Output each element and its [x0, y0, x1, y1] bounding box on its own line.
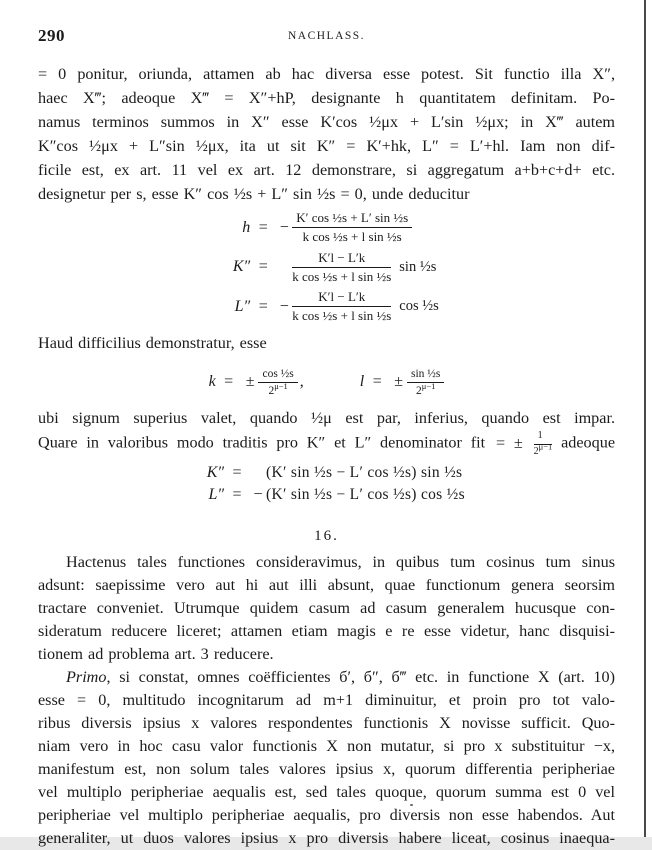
- paragraph-intro: [38, 62, 615, 206]
- fraction: [258, 367, 297, 399]
- plus-minus-sign: ±: [245, 373, 255, 391]
- equation-K2-final: [188, 464, 465, 482]
- equation-block-2: [38, 367, 615, 399]
- equation-K2: [214, 250, 439, 286]
- text-line: manifestum est, non solum tales valores ipsius x, quorum differentia peripheriae: [38, 760, 615, 779]
- haud-line: Haud difficilius demonstratur, esse: [38, 333, 267, 352]
- equation-trailer: sin ½s: [399, 258, 437, 275]
- denominator: k cos ½s + l sin ½s: [292, 308, 392, 324]
- text-line: esse = 0, multitudo incognitarum ad m+1 diminuitur, et proin pro tot valo-: [38, 691, 615, 710]
- text-segment: adeoque: [561, 433, 616, 452]
- equals-sign: =: [232, 464, 242, 482]
- fraction: [292, 250, 391, 286]
- paragraph-hactenus: [38, 551, 615, 666]
- running-head: NACHLASS.: [287, 30, 366, 42]
- page-header: [38, 26, 615, 44]
- equation-L2-final: [188, 486, 465, 504]
- plus-minus-sign: ±: [394, 373, 404, 391]
- text-line: designetur per s, esse K″ cos ½s + L″ sin ½s = 0, unde deducitur: [38, 185, 470, 203]
- text-line: tionem ad problema art. 3 reducere.: [38, 645, 274, 664]
- equation-lhs: L″: [234, 297, 251, 315]
- exponent: μ−1: [421, 381, 436, 392]
- exponent: μ−1: [538, 441, 553, 452]
- text-line: sideratum reducere liceret; attamen etiam magis e re esse videtur, hanc disquisi-: [38, 622, 615, 641]
- minus-sign: −: [279, 297, 289, 315]
- text-line: = 0 ponitur, oriunda, attamen ab hac diversa esse potest. Sit functio illa X″,: [38, 65, 615, 83]
- numerator: sin ½s: [407, 367, 444, 383]
- numerator: K′l − L′k: [292, 250, 391, 268]
- text-line: ficile est, ex art. 11 vel ex art. 12 demonstrare, si aggregatum a+b+c+d+ etc.: [38, 161, 615, 179]
- denominator: [533, 441, 553, 459]
- text-line: haec X‴; adeoque X‴ = X″+hP, designante h quantitatem definitam. Po-: [38, 89, 615, 107]
- text-line: namus terminos summos in X″ esse K′cos ½μx + L′sin ½μx; in X‴ autem: [38, 113, 615, 131]
- equals-sign: =: [258, 218, 268, 236]
- equation-lhs: K″: [232, 258, 251, 276]
- fraction: [292, 289, 391, 325]
- scan-edge-artifact: [644, 0, 646, 837]
- numerator: 1: [534, 430, 553, 445]
- denominator-base: 2: [533, 445, 539, 457]
- equals-sign: =: [232, 486, 242, 504]
- text-line: ribus diversis ipsius x valores respondentes functionis X novisse sufficit. Quo-: [38, 714, 615, 733]
- fraction: [407, 367, 444, 399]
- denominator: [258, 383, 297, 398]
- equals-sign: =: [258, 258, 268, 276]
- text-line: K″cos ½μx + L″sin ½μx, ita ut sit K″ = K′+hk, L″ = L′+hl. Iam non dif-: [38, 137, 615, 155]
- equation-trailer: cos ½s: [399, 298, 439, 315]
- text-line: niam vero in hoc casu valor functionis X non mutatur, si pro x substituitur −x,: [38, 737, 615, 756]
- text-line: adsunt: saepissime vero aut hi aut illi absunt, quae functionum genera seorsim: [38, 576, 615, 595]
- equation-block-3: [188, 464, 465, 504]
- equation-body: (K′ sin ½s − L′ cos ½s) cos ½s: [266, 486, 465, 504]
- text-segment: Quare in valoribus modo traditis pro K″ et L″ denominator fit: [38, 433, 486, 452]
- equation-lhs: h: [242, 218, 251, 236]
- minus-sign: −: [253, 486, 263, 504]
- text-line: [38, 430, 615, 458]
- text-line: ubi signum superius valet, quando ½μ est par, inferius, quando est impar.: [38, 409, 615, 428]
- numerator: K′l − L′k: [292, 289, 391, 307]
- equation-lhs: l: [359, 373, 365, 391]
- denominator: k cos ½s + l sin ½s: [302, 229, 402, 245]
- equals-plus-minus: = ±: [495, 433, 523, 452]
- equation-lhs: k: [208, 373, 216, 391]
- equals-sign: =: [372, 373, 382, 391]
- paragraph-signum: [38, 406, 615, 458]
- text-line: tractare conveniet. Utrumque quidem casum ad casum generalem hucusque con-: [38, 599, 615, 618]
- denominator-base: 2: [268, 384, 275, 397]
- fraction: [292, 210, 412, 246]
- text-line: Hactenus tales functiones consideravimus, in quibus tum cosinus tum sinus: [66, 553, 615, 572]
- text-segment: , si constat, omnes coëfficientes б′, б″, б‴ etc. in functione X (art. 10): [106, 668, 615, 687]
- text-line: generaliter, ut duos valores ipsius x pro diversis habere liceat, cosinus inaequa-: [38, 829, 615, 848]
- equation-h: [214, 210, 439, 246]
- equation-body: (K′ sin ½s − L′ cos ½s) sin ½s: [266, 464, 463, 482]
- text-line: peripheriae vel multiplo peripheriae aequalis, pro diversis non esse habendos. Aut: [38, 806, 615, 825]
- section-number: 16.: [314, 528, 339, 545]
- paragraph-primo: [38, 666, 615, 850]
- text-line: vel multiplo peripheriae aequalis est, sed tales quoque, quorum summa est 0 vel: [38, 783, 615, 802]
- numerator: cos ½s: [258, 367, 297, 383]
- denominator: [407, 383, 444, 398]
- page-number: 290: [38, 26, 65, 45]
- minus-sign: −: [279, 218, 289, 236]
- denominator: k cos ½s + l sin ½s: [292, 268, 392, 284]
- equation-lhs: L″: [208, 486, 225, 504]
- equation-lhs: K″: [206, 464, 225, 482]
- inline-equation: [494, 430, 561, 457]
- equals-sign: =: [224, 373, 234, 391]
- numerator: K′ cos ½s + L′ sin ½s: [292, 210, 412, 228]
- fraction: [534, 430, 553, 458]
- equation-L2: [214, 289, 439, 325]
- denominator-base: 2: [416, 384, 422, 397]
- equals-sign: =: [258, 297, 268, 315]
- ink-speck: [410, 804, 413, 806]
- equation-block-1: [214, 210, 439, 325]
- comma: ,: [299, 373, 304, 391]
- lead-word: Primo: [66, 668, 107, 687]
- exponent: μ−1: [274, 381, 288, 392]
- text-line: [38, 666, 615, 689]
